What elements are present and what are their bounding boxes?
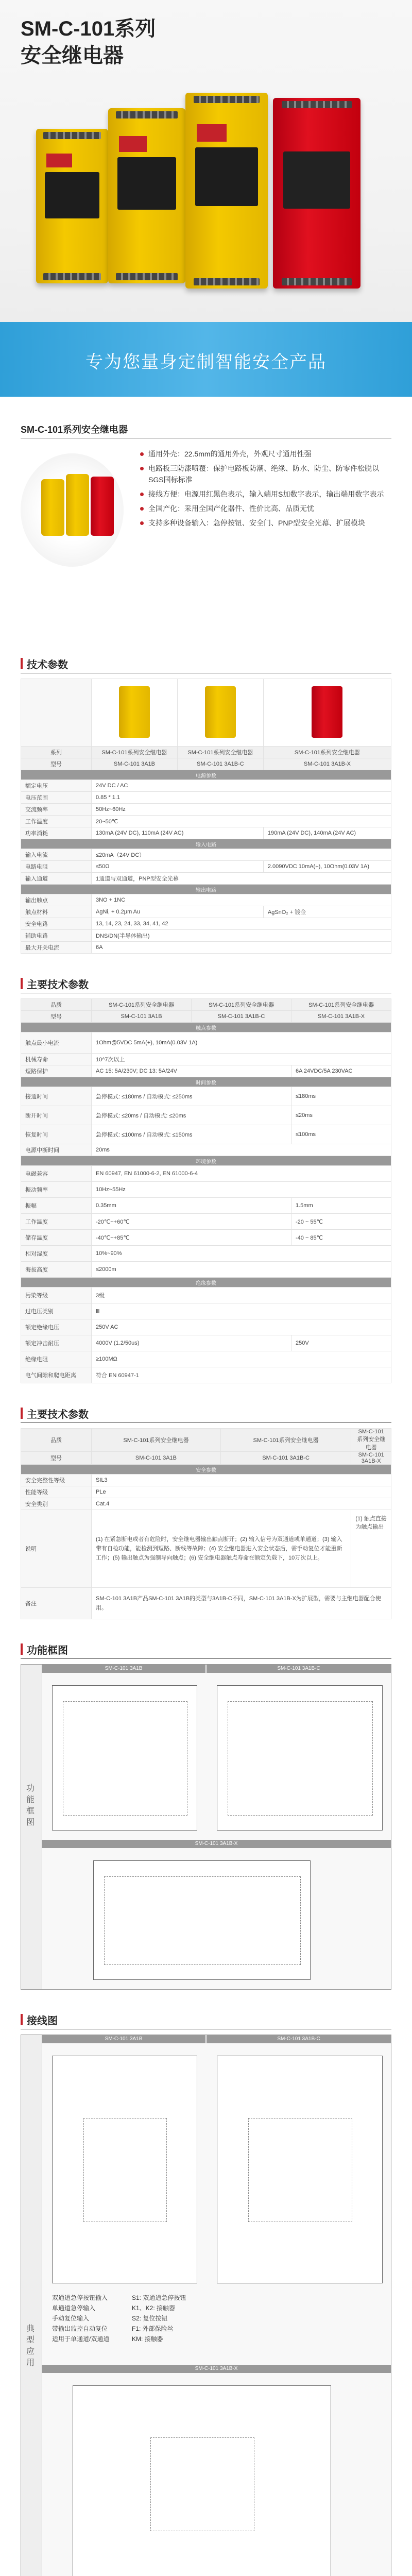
table-row: 触点材料 AgNi, + 0.2μm Au AgSnO₂ + 镀金	[21, 906, 391, 918]
table-band: 输出电路	[21, 885, 391, 894]
overview-product-image	[21, 453, 124, 567]
cell: SM-C-101 3A1B	[92, 758, 178, 770]
table-row: 输出触点 3NO + 1NC	[21, 894, 391, 906]
section-title: 接线图	[27, 2015, 58, 2027]
table-band: 电源参数	[21, 770, 391, 780]
product-yellow-3	[185, 93, 268, 289]
table-row: 额定电压 24V DC / AC	[21, 780, 391, 792]
cell: SM-C-101系列安全继电器	[263, 747, 391, 758]
wiring-bottom	[73, 2385, 331, 2576]
block-diagram-bottom	[93, 1860, 311, 1980]
table-row: 工作温度 20~50℃	[21, 816, 391, 827]
block-diagram-right	[217, 1685, 383, 1831]
table-row: 输入电流 ≤20mA（24V DC）	[21, 849, 391, 861]
table-row: 电压范围 0.85 * 1.1	[21, 792, 391, 804]
table-band: 输入电路	[21, 839, 391, 849]
ov-dev-yellow	[41, 479, 64, 536]
table-row: 交流频率 50Hz~60Hz	[21, 804, 391, 816]
hero-product-image	[31, 77, 381, 299]
product-cell	[177, 679, 263, 747]
table-row: 功率消耗 130mA (24V DC), 110mA (24V AC) 190mA (24V DC), 140mA (24V AC)	[21, 827, 391, 839]
product-thumb	[119, 686, 150, 738]
main-params-section-1	[0, 954, 412, 1383]
main-params-table-1: 品质 SM-C-101系列安全继电器 SM-C-101系列安全继电器 SM-C-101系列安全继电器 型号 SM-C-101 3A1B SM-C-101 3A1B-C SM-C-101 3A1B-X 触点参数 触点最小电流 1Ohm@5VDC 5mA(+), 10mA(0.03V 1A) 机械寿命 10^7次以上 短路保护 AC 15: 5A/230V; DC 13: 5A/24V 6A 24VDC/5A 230VAC 时间参数 接通时间 急停模式: ≤180ms / 自动模式: ≤250ms ≤180ms 断开时间 急停模式: ≤20ms / 自动模式: ≤20ms ≤20ms 恢复时间 急停模式: ≤100ms / 自动模式: ≤150ms ≤100ms 电源中断时间 20ms 环境参数 电磁兼容 EN 60947, EN 61000-6-2, EN 61000-6-4 振动频率 10Hz~55Hz 振幅 0.35mm 1.5mm 工作温度 -20℃~+60℃ -20 ~ 55℃ 储存温度 -40℃~+85℃ -40 ~ 85℃ 相对湿度 10%~90% 海拔高度 ≤2000m 绝缘参数 污染等级 3级 过电压类别 Ⅲ 额定绝缘电压 250V AC 额定冲击耐压 4000V (1.2/50us) 250V 绝缘电阻 ≥100MΩ 电气间隙和爬电距离 符合 EN 60947-1	[21, 998, 391, 1383]
section-title: 功能框图	[27, 1645, 68, 1656]
hero-banner	[0, 322, 412, 397]
product-image-row	[21, 679, 391, 747]
table-row: 最大开关电流 6A	[21, 942, 391, 954]
section-title: 主要技术参数	[27, 979, 89, 991]
cell: SM-C-101 3A1B-C	[177, 758, 263, 770]
wiring-legend-a: 双通道急停按钮输入 S1: 双通道急停按钮 单通道急停输入 K1、K2: 接触器 手动复位输入 S2: 复位按钮 带输出监控自动复位 F1: 外部保险丝 适用于单通道/双通道 KM: 接触器	[52, 2294, 186, 2343]
hero-title-line1: SM-C-101系列	[21, 18, 156, 40]
diagram-title: SM-C-101 3A1B-C	[207, 2035, 391, 2043]
wiring-right	[217, 2056, 383, 2283]
cell: SM-C-101系列安全继电器	[92, 747, 178, 758]
table-row: 输入通道 1通道与双通道，PNP型安全光幕	[21, 873, 391, 885]
section-heading	[0, 2010, 412, 2029]
diagram-title: SM-C-101 3A1B	[42, 1665, 205, 1673]
feature-item: 电路板三防漆喷覆：保护电路板防潮、绝缘、防水、防尘、防零件松脱以SGS国标标准	[139, 463, 386, 485]
main-params-table-2: 品质 SM-C-101系列安全继电器 SM-C-101系列安全继电器 SM-C-101系列安全继电器 型号 SM-C-101 3A1B SM-C-101 3A1B-C SM-C-101 3A1B-X 安全参数 安全完整性等级 SIL3 性能等级 PLe 安全类别 Cat.4 说明 (1) 在紧急断电或者有危险时，安全继电器输出触点断开；(2) 输入信号为双通道或单通道；(3) 输入带有自检功能，能检测到短路、断线等故障；(4) 安全继电器进入安全状态后，需手动复位才能重新工作；(5) 输出触点为强制导向触点；(6) 安全继电器触点寿命在额定负载下，10万次以上。 (1) 触点直接为触点输出 备注 SM-C-101 3A1B产品SM-C-101 3A1B的类型与3A1B-C不同，SM-C-101 3A1B-X为扩展型，需要与主继电器配合使用。	[21, 1428, 391, 1619]
tech-params-table	[21, 679, 391, 954]
hero-banner-text: 专为您量身定制智能安全产品	[85, 352, 327, 372]
table-row: 安全电路 13, 14, 23, 24, 33, 34, 41, 42	[21, 918, 391, 930]
wiring-diagram	[21, 2035, 391, 2576]
section-heading	[0, 1640, 412, 1658]
diagram-side-label: 功能框图	[21, 1665, 42, 1989]
row-label: 系列	[21, 747, 92, 758]
tech-params-section	[0, 639, 412, 954]
wiring-left	[52, 2056, 197, 2283]
product-cell	[263, 679, 391, 747]
row-label: 型号	[21, 758, 92, 770]
overview	[0, 397, 412, 639]
section-title: 技术参数	[27, 659, 68, 671]
block-diagram-left	[52, 1685, 197, 1831]
diagram-title: SM-C-101 3A1B	[42, 2035, 205, 2043]
table-row	[21, 758, 391, 770]
section-title: 主要技术参数	[27, 1409, 89, 1420]
product-yellow-2	[108, 108, 185, 283]
feature-item: 通用外壳：22.5mm的通用外壳，外观尺寸通用性强	[139, 448, 386, 460]
overview-feature-list	[139, 448, 386, 532]
ov-dev-red	[91, 477, 114, 536]
table-row: 电路电阻 ≤50Ω 2.0090VDC 10mA(+), 10Ohm(0.03V 1A)	[21, 861, 391, 873]
table-row	[21, 747, 391, 758]
cell: SM-C-101 3A1B-X	[263, 758, 391, 770]
hero	[0, 0, 412, 397]
product-yellow-1	[36, 129, 108, 283]
overview-title: SM-C-101系列安全继电器	[21, 425, 128, 435]
table-row: 辅助电路 DNS/DN(半导体输出)	[21, 930, 391, 942]
feature-item: 支持多种设备输入：急停按钮、安全门、PNP型安全光幕、扩展模块	[139, 517, 386, 529]
feature-item: 全国产化：采用全国产化器件、性价比高、品质无忧	[139, 503, 386, 514]
function-diagram-section	[0, 1619, 412, 1990]
product-red	[273, 98, 360, 289]
wiring-diagram-section	[0, 1990, 412, 2576]
cell: SM-C-101系列安全继电器	[177, 747, 263, 758]
section-heading	[0, 1404, 412, 1422]
hero-title	[21, 15, 156, 69]
ov-dev-yellow-2	[66, 474, 89, 536]
diagram-title: SM-C-101 3A1B-X	[42, 1840, 391, 1848]
row-label	[21, 679, 92, 747]
diagram-title: SM-C-101 3A1B-C	[207, 1665, 391, 1673]
section-heading	[0, 974, 412, 993]
product-cell	[92, 679, 178, 747]
feature-item: 接线方便：电源用红黑色表示，输入端用S加数字表示，输出端用数字表示	[139, 488, 386, 500]
hero-title-line2: 安全继电器	[21, 44, 124, 67]
product-thumb	[312, 686, 342, 738]
section-heading	[0, 654, 412, 673]
diagram-title: SM-C-101 3A1B-X	[42, 2365, 391, 2373]
diagram-side-label: 典型应用	[21, 2035, 42, 2576]
product-thumb	[205, 686, 236, 738]
main-params-section-2	[0, 1383, 412, 1619]
function-diagram	[21, 1664, 391, 1990]
